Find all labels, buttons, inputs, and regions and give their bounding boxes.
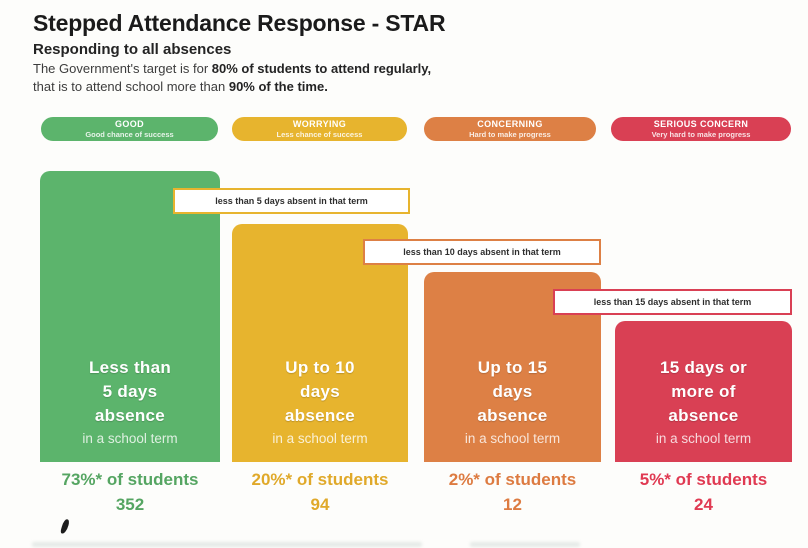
bar-good-line3: absence [94,406,166,425]
stat-serious-label: 5%* of students [639,470,768,489]
pen-mark-artifact [60,518,70,534]
bar-concerning-line1: Up to 15 [477,358,548,377]
callout-less-than-10-days: less than 10 days absent in that term [363,239,601,265]
bar-serious-line3: absence [668,406,739,425]
bar-good-line2: 5 days [102,382,158,401]
bar-worrying-footnote: in a school term [272,431,368,446]
bar-concerning-line2: days [492,382,533,401]
bar-good-footnote: in a school term [82,431,178,446]
stat-good [40,467,220,517]
intro-line-2 [33,79,328,94]
page-title: Stepped Attendance Response - STAR [33,10,446,36]
stat-serious-concern [615,467,792,517]
stat-worrying [232,467,408,517]
scan-smudge [32,542,422,547]
bar-concerning-footnote: in a school term [464,431,561,446]
pill-worrying-title: WORRYING [292,119,347,130]
bar-concerning-line3: absence [477,406,548,425]
callout-less-than-15-days: less than 15 days absent in that term [553,289,792,315]
pill-serious-concern-subtitle: Very hard to make progress [651,129,751,139]
callout-less-than-5-days: less than 5 days absent in that term [173,188,410,214]
bar-serious-line1: 15 days or [659,358,748,377]
pill-worrying [232,117,407,141]
pill-serious-concern-title: SERIOUS CONCERN [653,119,749,130]
pill-concerning-title: CONCERNING [477,119,543,130]
pill-concerning [424,117,596,141]
bar-good-line1: Less than [88,358,172,377]
bar-worrying-line1: Up to 10 [285,358,355,377]
intro-line-1-bold: 80% of students to attend regularly, [211,61,432,76]
bar-good-label [40,356,220,449]
stat-concerning-count: 12 [503,495,522,514]
bar-serious-footnote: in a school term [655,431,752,446]
pill-good-subtitle: Good chance of success [85,129,174,139]
intro-line-1-normal: The Government's target is for [33,61,212,76]
intro-line-1 [33,61,431,76]
intro-line-2-normal: that is to attend school more than [33,79,229,94]
pill-worrying-subtitle: Less chance of success [276,129,363,139]
pill-good [41,117,218,141]
stat-worrying-label: 20%* of students [251,470,389,489]
stat-good-label: 73%* of students [61,470,199,489]
bar-serious-line2: more of [671,382,736,401]
stat-concerning-label: 2%* of students [448,470,577,489]
intro-line-2-bold: 90% of the time. [228,79,328,94]
bar-worrying-line3: absence [284,406,356,425]
stat-concerning [424,467,601,517]
bar-worrying-label [232,356,408,449]
bar-worrying-line2: days [300,382,340,401]
page-subtitle: Responding to all absences [33,41,232,58]
stat-worrying-count: 94 [310,495,330,514]
stat-good-count: 352 [115,495,145,514]
bar-serious-concern-label [615,356,792,449]
pill-concerning-subtitle: Hard to make progress [469,129,551,139]
stat-serious-count: 24 [694,495,713,514]
pill-serious-concern [611,117,791,141]
scan-smudge [470,542,580,547]
pill-good-title: GOOD [114,119,145,130]
bar-concerning-label [424,356,601,449]
